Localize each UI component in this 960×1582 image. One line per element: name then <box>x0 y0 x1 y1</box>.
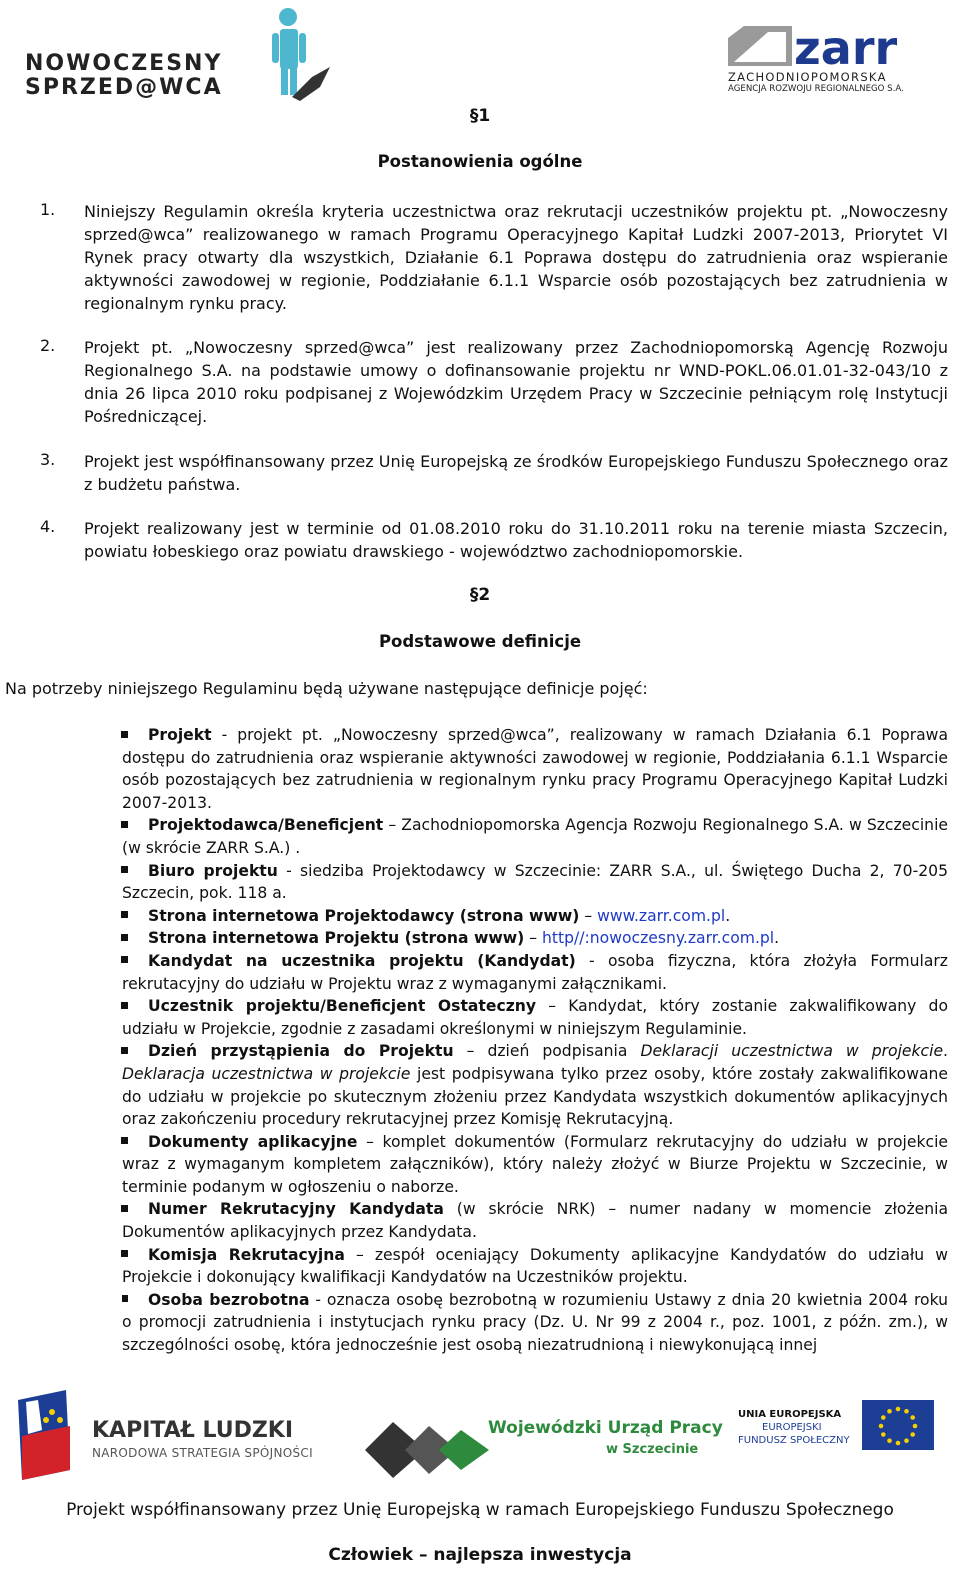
bullet-icon <box>121 911 128 918</box>
definition-item: Strona internetowa Projektodawcy (strona www) – www.zarr.com.pl. <box>122 905 948 928</box>
item1-number: 1. <box>40 200 56 219</box>
definition-item: Uczestnik projektu/Beneficjent Ostateczny – Kandydat, który zostanie zakwalifikowany do udziału w Projekcie, zgodnie z zasadami określonymi w niniejszym Regulaminie. <box>122 997 948 1038</box>
item2-text: Projekt pt. „Nowoczesny sprzed@wca” jest realizowany przez Zachodniopomorską Agencję Rozwoju Regionalnego S.A. na podstawie umowy o dofinansowanie projektu nr WND-POKL.06.01.01-32-043/10 z dnia 26 lipca 2010 roku podpisanej z Wojewódzkim Urzędem Pracy w Szczecinie pełniącym rolę Instytucji Pośredniczącej. <box>84 338 948 426</box>
item4-text: Projekt realizowany jest w terminie od 01.08.2010 roku do 31.10.2011 roku na terenie miasta Szczecin, powiatu łobeskiego oraz powiatu drawskiego - województwo zachodniopomorskie. <box>84 519 948 561</box>
wup-line2: w Szczecinie <box>606 1442 699 1457</box>
section2-intro: Na potrzeby niniejszego Regulaminu będą używane następujące definicje pojęć: <box>5 679 648 698</box>
definition-item: Biuro projektu - siedziba Projektodawcy w Szczecinie: ZARR S.A., ul. Świętego Ducha 2, 70-205 Szczecin, pok. 118 a. <box>122 861 948 903</box>
definition-item: Komisja Rekrutacyjna – zespół oceniający Dokumenty aplikacyjne Kandydatów do udziału w Projekcie i dokonujący kwalifikacji Kandydatów na Uczestników projektu. <box>122 1245 949 1287</box>
definition-item: Dzień przystąpienia do Projektu – dzień podpisania Deklaracji uczestnictwa w projekcie. Deklaracja uczestnictwa w projekcie jest podpisywana tylko przez osoby, które zostały zakwalifikowane do udziału w projekcie po skutecznym złożeniu przez Kandydata wszystkich dokumentów aplikacyjnych oraz zakończeniu procedury rekrutacyjnej przez Komisję Rekrutacyjną. <box>122 1042 949 1129</box>
kapital-ludzki-title: KAPITAŁ LUDZKI <box>92 1418 294 1443</box>
zarr-line2: AGENCJA ROZWOJU REGIONALNEGO S.A. <box>728 84 904 94</box>
footer-logos <box>0 1390 960 1490</box>
bullet-icon <box>122 1295 128 1302</box>
zarr-wordmark-text: zarr <box>794 26 898 68</box>
bullet-icon <box>121 866 128 873</box>
item4-number: 4. <box>40 517 56 536</box>
definition-item: Dokumenty aplikacyjne – komplet dokumentów (Formularz rekrutacyjny do udziału w projekcie wraz z wymaganym kompletem załączników), który należy złożyć w Biurze Projektu w Szczecinie, w terminie podanym w ogłoszeniu o naborze. <box>122 1132 948 1196</box>
project-website-link[interactable]: http//:nowoczesny.zarr.com.pl <box>542 929 775 948</box>
eu-line3: FUNDUSZ SPOŁECZNY <box>738 1435 850 1446</box>
bullet-icon <box>121 821 128 828</box>
bullet-icon <box>121 1002 128 1009</box>
bullet-icon <box>121 1047 128 1054</box>
eu-label <box>738 1408 858 1447</box>
eu-line1: UNIA EUROPEJSKA <box>738 1409 842 1420</box>
definition-item: Numer Rekrutacyjny Kandydata (w skrócie NRK) – numer nadany w momencie złożenia Dokumentów aplikacyjnych przez Kandydata. <box>122 1200 948 1242</box>
definition-item: Kandydat na uczestnika projektu (Kandydat) - osoba fizyczna, która złożyła Formularz rekrutacyjny do udziału w Projektu wraz z wymaganymi załącznikami. <box>122 951 948 993</box>
logo-left-line1: NOWOCZESNY <box>25 51 223 76</box>
definition-item: Strona internetowa Projektu (strona www) – http//:nowoczesny.zarr.com.pl. <box>122 927 948 950</box>
logo-left-line2: SPRZED@WCA <box>25 75 223 100</box>
bullet-icon <box>121 1205 128 1212</box>
bullet-icon <box>121 956 128 963</box>
zarr-logo <box>728 26 950 98</box>
item2-number: 2. <box>40 336 56 355</box>
definitions-list <box>122 724 948 1357</box>
zarr-wordmark-icon <box>728 26 950 68</box>
bullet-icon <box>121 1137 128 1144</box>
zarr-website-link[interactable]: www.zarr.com.pl <box>597 906 726 925</box>
kapital-ludzki-subtitle: NARODOWA STRATEGIA SPÓJNOŚCI <box>92 1446 313 1460</box>
wup-emblem-icon <box>365 1420 490 1480</box>
zarr-line1: ZACHODNIOPOMORSKA <box>728 70 887 84</box>
item1-text: Niniejszy Regulamin określa kryteria uczestnictwa oraz rekrutacji uczestników projektu pt. „Nowoczesny sprzed@wca” realizowanego w ramach Programu Operacyjnego Kapitał Ludzki 2007-2013, Priorytet VI Rynek pracy otwarty dla wszystkich, Działanie 6.1 Poprawa dostępu do zatrudnienia oraz wspieranie aktywności zawodowej w regionie, Poddziałanie 6.1.1 Wsparcie osób pozostających bez zatrudnienia w regionalnym rynku pracy. <box>84 202 948 313</box>
eu-flag-icon <box>862 1400 934 1450</box>
eu-line2: EUROPEJSKI <box>762 1422 822 1433</box>
section2-symbol: §2 <box>469 585 491 605</box>
item3-number: 3. <box>40 450 56 469</box>
footer-note: Projekt współfinansowany przez Unię Europejską w ramach Europejskiego Funduszu Społecznego <box>66 1500 894 1520</box>
section2-title: Podstawowe definicje <box>378 632 582 651</box>
bullet-icon <box>121 934 128 941</box>
definition-item: Projektodawca/Beneficjent – Zachodniopomorska Agencja Rozwoju Regionalnego S.A. w Szczecinie (w skrócie ZARR S.A.) . <box>122 816 948 857</box>
item3-text: Projekt jest współfinansowany przez Unię Europejską ze środków Europejskiego Funduszu Społecznego oraz z budżetu państwa. <box>84 452 948 494</box>
definition-item: Projekt - projekt pt. „Nowoczesny sprzed@wca”, realizowany w ramach Działania 6.1 Poprawa dostępu do zatrudnienia oraz wspieranie aktywności zawodowej w regionie, Poddziałania 6.1.1 Wsparcie osób pozostających bez zatrudnienia w regionalnym rynku pracy Programu Operacyjnego Kapitał Ludzki 2007-2013. <box>122 726 948 812</box>
person-icon <box>250 5 330 103</box>
section1-title: Postanowienia ogólne <box>377 152 583 171</box>
footer-motto: Człowiek – najlepsza inwestycja <box>328 1545 632 1565</box>
kapital-ludzki-icon <box>8 1390 88 1482</box>
nowoczesny-sprzedawca-logo <box>25 5 330 103</box>
bullet-icon <box>121 731 128 738</box>
definition-item: Osoba bezrobotna - oznacza osobę bezrobotną w rozumieniu Ustawy z dnia 20 kwietnia 2004 roku o promocji zatrudnienia i instytucjach rynku pracy (Dz. U. Nr 99 z 2004 r., poz. 1001, z późn. zm.), w szczególności osobę, która jednocześnie jest osobą niezatrudnioną i niewykonującą innej <box>122 1290 948 1355</box>
bullet-icon <box>121 1250 128 1257</box>
section1-symbol: §1 <box>469 106 491 126</box>
wup-line1: Wojewódzki Urząd Pracy <box>488 1418 723 1438</box>
